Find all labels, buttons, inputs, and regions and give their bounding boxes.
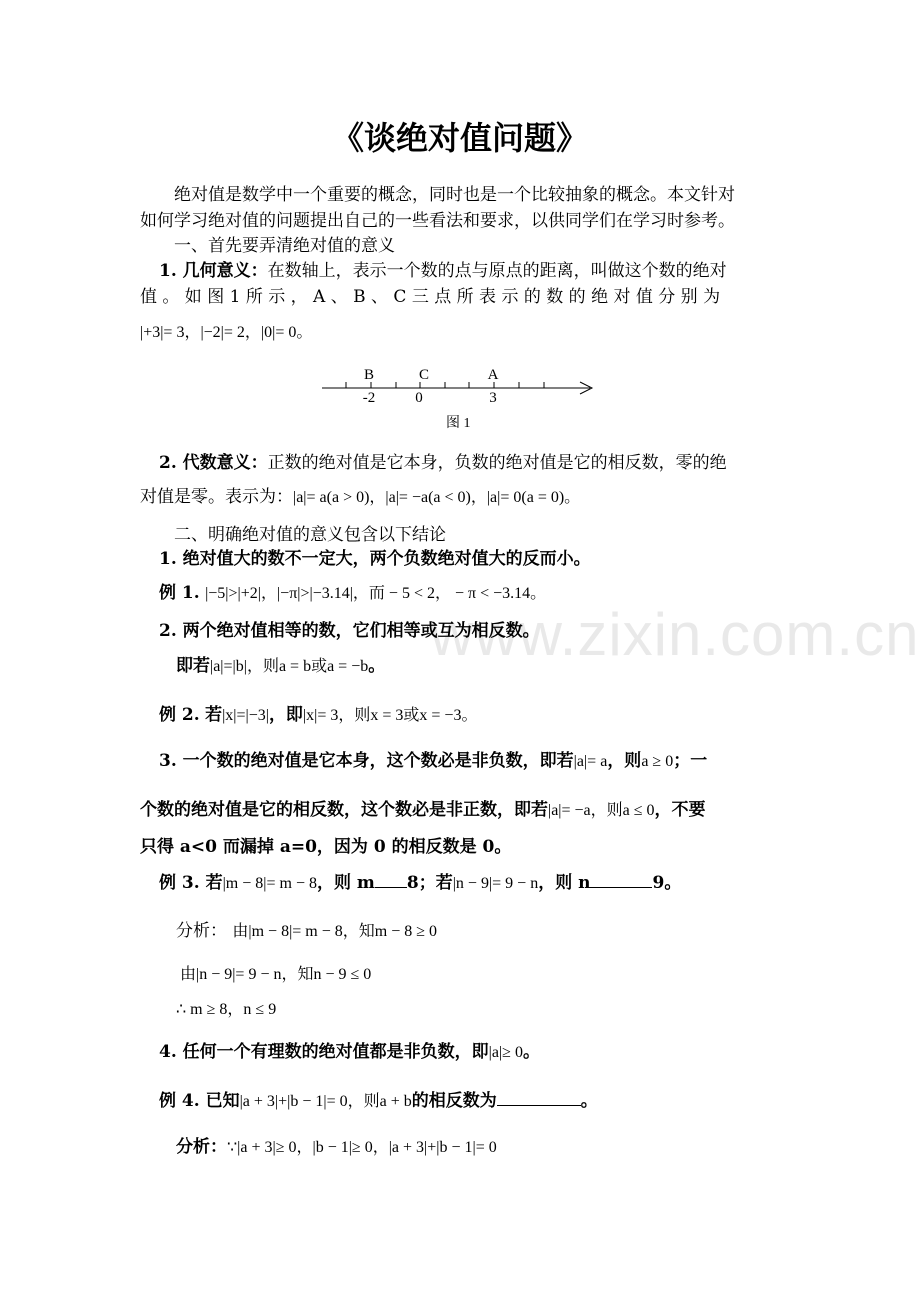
conclusion-1: 1. 绝对值大的数不一定大，两个负数绝对值大的反而小。 <box>159 549 591 569</box>
item2-line-2-text: 对值是零。表示为： <box>140 487 293 507</box>
analysis-3-line-1 <box>176 920 437 943</box>
answer-blank-n[interactable] <box>590 871 652 888</box>
point-label-c: C <box>418 367 430 383</box>
example-3 <box>159 871 681 895</box>
conclusion-3-formula-1: |a|= a <box>573 753 608 770</box>
analysis-4-label: 分析： <box>176 1137 227 1157</box>
item1-label: 1. 几何意义： <box>159 261 268 281</box>
example-2 <box>159 704 477 727</box>
item2-formula: |a|= a(a > 0)，|a|= −a(a < 0)，|a|= 0(a = 0)。 <box>293 489 581 506</box>
conclusion-3-line-3: 只得 a<0 而漏掉 a=0，因为 0 的相反数是 0。 <box>140 837 512 857</box>
example-4-end: 。 <box>580 1091 598 1111</box>
conclusion-3-text-3: 个数的绝对值是它的相反数，这个数必是非正数，即若 <box>140 800 548 820</box>
example-2-text-2: ，即 <box>268 705 303 725</box>
conclusion-2-formula: |a|=|b|，则a = b或a = −b <box>210 658 369 675</box>
tick-label-minus-2: -2 <box>362 390 376 406</box>
item2-text: 正数的绝对值是它本身，负数的绝对值是它的相反数，零的绝 <box>267 453 727 473</box>
example-2-text-1: 若 <box>205 705 223 725</box>
example-4-text-1: 已知 <box>205 1091 240 1111</box>
intro-line-2: 如何学习绝对值的问题提出自己的一些看法和要求，以供同学们在学习时参考。 <box>140 211 735 231</box>
example-3-formula-2: |n − 9|= 9 − n <box>452 875 539 892</box>
item2-label: 2. 代数意义： <box>159 453 268 473</box>
tick-label-0: 0 <box>415 390 423 406</box>
conclusion-4-end: 。 <box>522 1042 540 1062</box>
analysis-3-formula-1: 由|m − 8|= m − 8，知m − 8 ≥ 0 <box>232 923 438 940</box>
analysis-4 <box>176 1136 497 1159</box>
tick-label-3: 3 <box>489 390 497 406</box>
conclusion-3-line-2 <box>140 799 706 822</box>
point-label-a: A <box>487 367 499 383</box>
item2-line-1 <box>159 452 727 474</box>
example-1-label: 例 1. <box>159 583 200 603</box>
conclusion-2-sub-end: 。 <box>368 656 386 676</box>
item2-line-2 <box>140 486 580 509</box>
analysis-3-line-3: ∴ m ≥ 8，n ≤ 9 <box>176 1001 277 1018</box>
conclusion-3-text-1: 3. 一个数的绝对值是它本身，这个数必是非负数，即若 <box>159 751 574 771</box>
conclusion-4-text: 4. 任何一个有理数的绝对值都是非负数，即 <box>159 1042 489 1062</box>
conclusion-3-end-2: ，不要 <box>654 800 706 820</box>
example-2-formula-2: |x|= 3，则x = 3或x = −3。 <box>302 707 478 724</box>
conclusion-3-formula-3: |a|= −a，则a ≤ 0 <box>548 802 655 819</box>
example-4-text-2: 的相反数为 <box>411 1091 497 1111</box>
conclusion-2-sub <box>176 655 385 678</box>
example-1 <box>159 582 546 605</box>
conclusion-3-text-2: ，则 <box>607 751 642 771</box>
analysis-3-line-2: 由|n − 9|= 9 − n，知n − 9 ≤ 0 <box>180 966 372 983</box>
item1-line-2: 值 。 如 图 1 所 示 ， A 、 B 、 C 三 点 所 表 示 的 数 的 绝 对 值 分 别 为 <box>140 287 721 307</box>
analysis-4-formula: ∵|a + 3|≥ 0，|b − 1|≥ 0，|a + 3|+|b − 1|= 0 <box>227 1139 497 1156</box>
tick-marks <box>346 382 544 388</box>
answer-blank-4[interactable] <box>497 1089 581 1106</box>
example-4-label: 例 4. <box>159 1091 200 1111</box>
item1-line-3: |+3|= 3，|−2|= 2，|0|= 0。 <box>140 324 313 341</box>
example-2-label: 例 2. <box>159 705 200 725</box>
item1-line-1 <box>159 260 727 282</box>
page-title: 《谈绝对值问题》 <box>331 119 588 157</box>
conclusion-4 <box>159 1041 540 1064</box>
example-2-formula-1: |x|=|−3| <box>222 707 269 724</box>
example-3-text-3: 8；若 <box>406 873 453 893</box>
answer-blank-m[interactable] <box>375 871 407 888</box>
conclusion-3-formula-2: a ≥ 0 <box>641 753 674 770</box>
intro-line-1: 绝对值是数学中一个重要的概念，同时也是一个比较抽象的概念。本文针对 <box>174 185 735 205</box>
point-label-b: B <box>363 367 375 383</box>
example-3-label: 例 3. <box>159 873 200 893</box>
example-3-formula-1: |m − 8|= m − 8 <box>222 875 317 892</box>
example-3-text-2: ，则 m <box>316 873 375 893</box>
conclusion-3-line-1 <box>159 750 707 773</box>
conclusion-3-end-1: ；一 <box>673 751 708 771</box>
watermark: www.zixin.com.cn <box>430 601 920 668</box>
conclusion-2: 2. 两个绝对值相等的数，它们相等或互为相反数。 <box>159 621 540 641</box>
example-4-formula: |a + 3|+|b − 1|= 0，则a + b <box>239 1093 412 1110</box>
analysis-3-label: 分析： <box>176 921 227 941</box>
example-1-formula: |−5|>|+2|，|−π|>|−3.14|，而 − 5 < 2， − π < −3.14。 <box>205 585 547 602</box>
example-3-text-4: ，则 n <box>538 873 591 893</box>
section1-heading: 一、首先要弄清绝对值的意义 <box>174 236 395 256</box>
figure-caption: 图 1 <box>446 416 471 431</box>
example-3-text-1: 若 <box>205 873 223 893</box>
number-line-figure <box>318 362 598 410</box>
conclusion-4-formula: |a|≥ 0 <box>488 1044 523 1061</box>
item1-text: 在数轴上，表示一个数的点与原点的距离，叫做这个数的绝对 <box>267 261 727 281</box>
conclusion-2-sub-text: 即若 <box>176 656 210 676</box>
example-3-text-5: 9。 <box>652 873 682 893</box>
example-4 <box>159 1089 598 1113</box>
section2-heading: 二、明确绝对值的意义包含以下结论 <box>174 525 446 545</box>
